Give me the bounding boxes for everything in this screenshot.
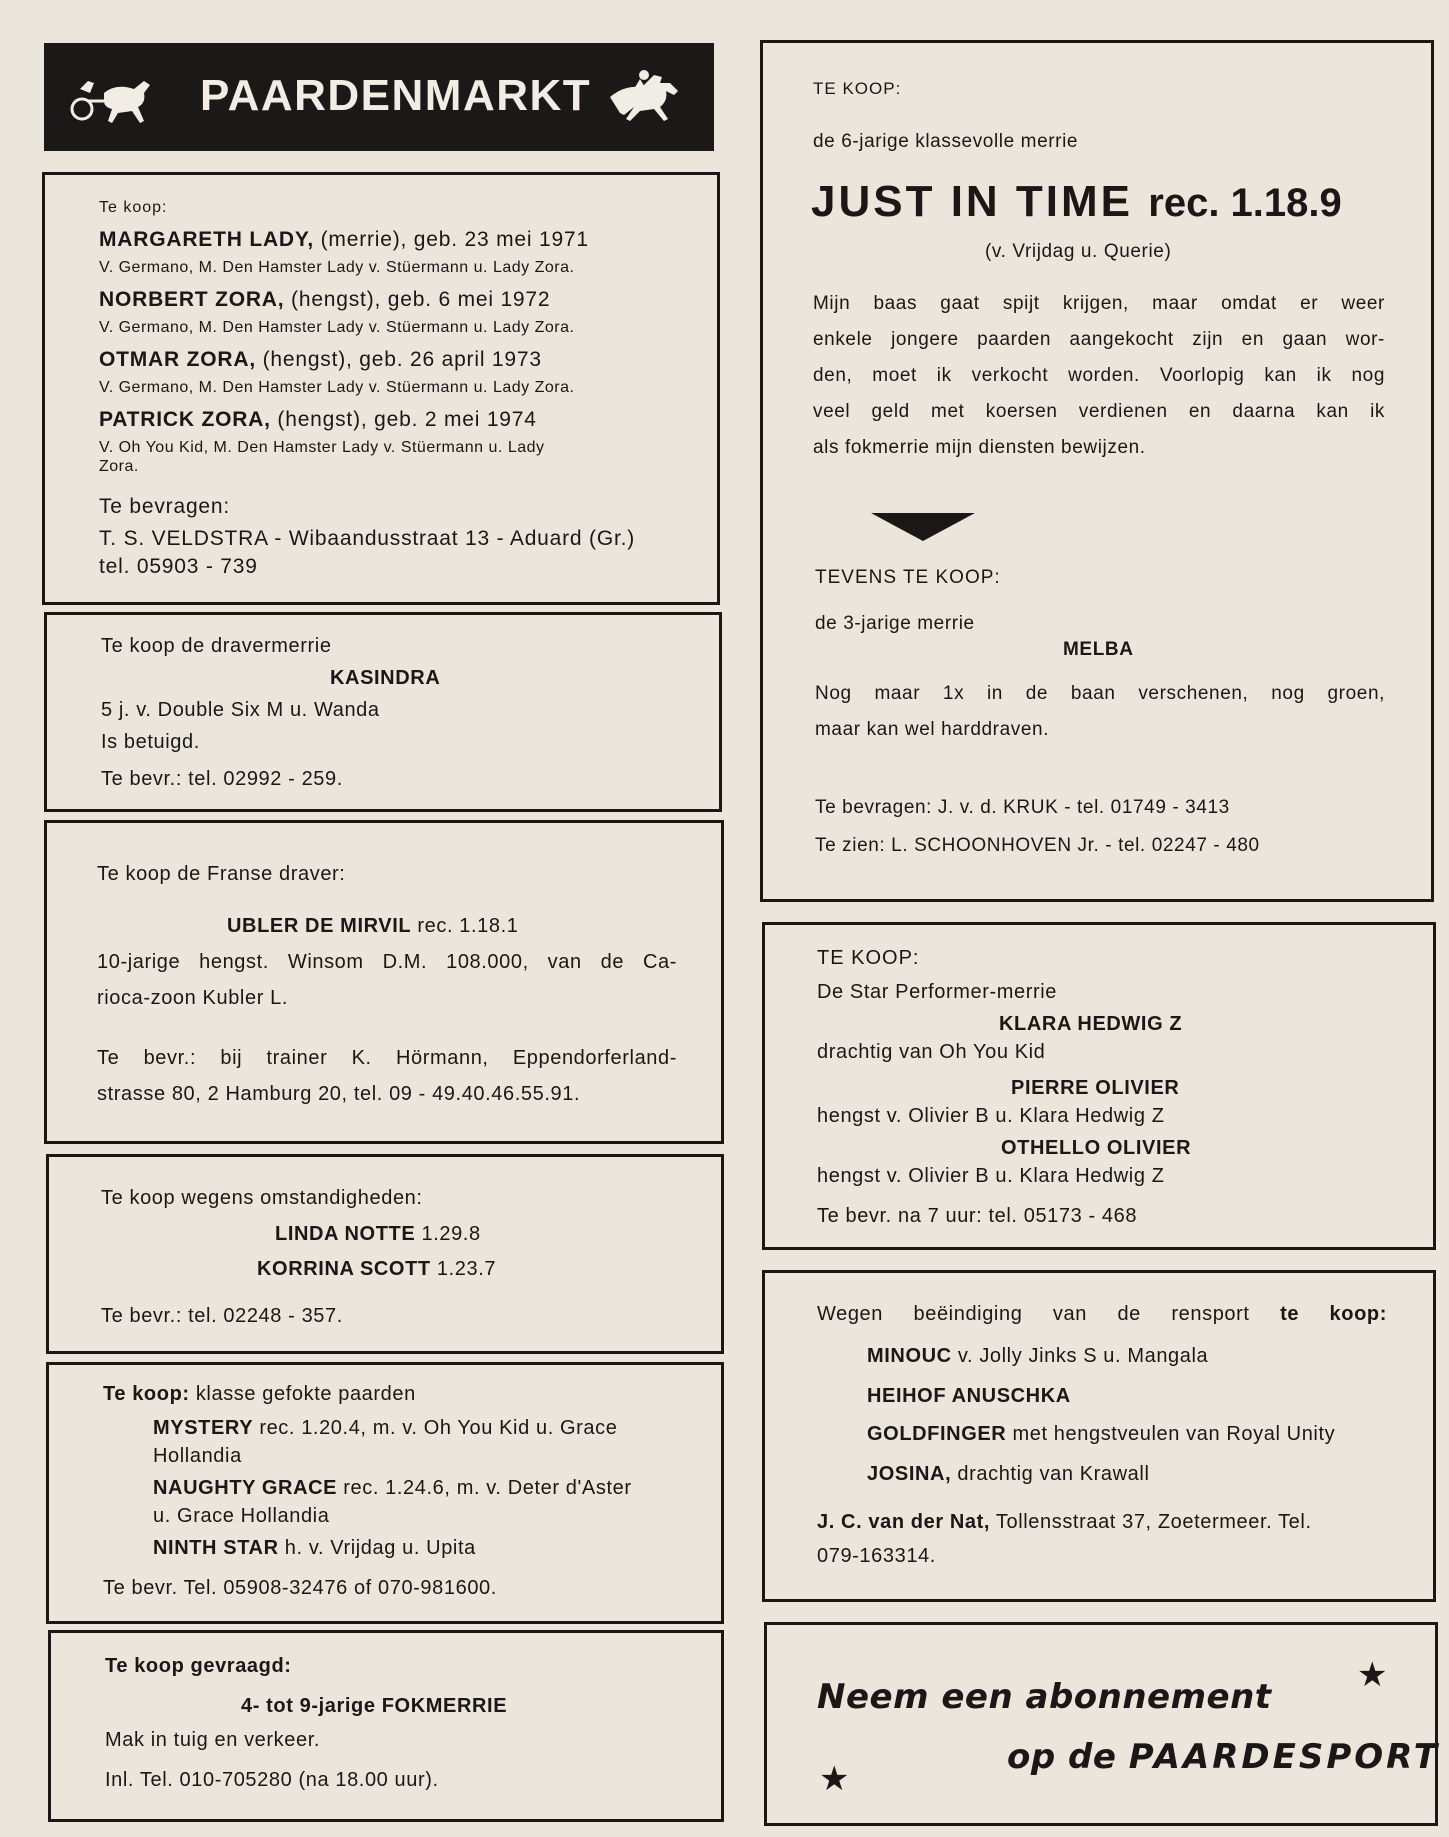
section-header: [44, 43, 714, 151]
ad-heading: Te koop gevraagd:: [105, 1655, 292, 1677]
horse-pedigree-continued: Zora.: [99, 458, 139, 475]
horse-info: (hengst), geb. 26 april 1973: [262, 348, 542, 371]
harness-racer-icon: [70, 71, 162, 123]
promo-brand: PAARDESPORT: [1128, 1737, 1440, 1777]
horse-pedigree: V. Germano, M. Den Hamster Lady v. Stüermann u. Lady Zora.: [99, 379, 575, 396]
star-icon: ★: [819, 1760, 850, 1798]
horse-pedigree: V. Oh You Kid, M. Den Hamster Lady v. Stüermann u. Lady: [99, 439, 545, 456]
star-icon: ★: [1357, 1656, 1388, 1694]
horse-name: MYSTERY: [153, 1417, 254, 1439]
also-description-continued: maar kan wel harddraven.: [815, 719, 1050, 740]
horse-pedigree: V. Germano, M. Den Hamster Lady v. Stüermann u. Lady Zora.: [99, 319, 575, 336]
horse-info-continued: u. Grace Hollandia: [153, 1505, 330, 1527]
horse-info: hengst v. Olivier B u. Klara Hedwig Z: [817, 1105, 1165, 1127]
wanted-requirement: Mak in tuig en verkeer.: [105, 1729, 321, 1751]
story-line: den, moet ik verkocht worden. Voorlopig kan ik nog: [813, 365, 1385, 386]
horse-name: NINTH STAR: [153, 1537, 279, 1559]
horse-info: met hengstveulen van Royal Unity: [1012, 1423, 1336, 1445]
wanted-horse: 4- tot 9-jarige FOKMERRIE: [241, 1695, 508, 1717]
horse-name: KORRINA SCOTT: [257, 1258, 431, 1280]
horse-name: PIERRE OLIVIER: [1011, 1077, 1180, 1099]
contact-phone: 079-163314.: [817, 1545, 936, 1567]
ad-heading: Te koop:: [103, 1383, 190, 1405]
horse-name: LINDA NOTTE: [275, 1223, 416, 1245]
horse-description: 10-jarige hengst. Winsom D.M. 108.000, van de Ca-: [97, 951, 677, 973]
contact-ask: Te bevragen: J. v. d. KRUK - tel. 01749 - 3413: [815, 797, 1230, 818]
horse-info-continued: Hollandia: [153, 1445, 242, 1467]
also-heading: TEVENS TE KOOP:: [815, 567, 1001, 588]
contact-address: T. S. VELDSTRA - Wibaandusstraat 13 - Aduard (Gr.): [99, 527, 636, 550]
contact-phone: tel. 05903 - 739: [99, 555, 258, 578]
ad-zora-horses: [42, 172, 720, 605]
ad-fokmerrie-wanted: [48, 1630, 724, 1822]
story-line: Mijn baas gaat spijt krijgen, maar omdat er weer: [813, 293, 1385, 314]
horse-record: rec. 1.18.1: [417, 915, 519, 937]
jockey-galloping-icon: [604, 67, 684, 123]
horse-info: drachtig van Oh You Kid: [817, 1041, 1046, 1063]
horse-name: JOSINA,: [867, 1463, 952, 1485]
horse-info: h. v. Vrijdag u. Upita: [284, 1537, 476, 1559]
arrow-down-icon: [871, 513, 975, 543]
horse-info: (merrie), geb. 23 mei 1971: [320, 228, 589, 251]
page-title: PAARDENMARKT: [200, 71, 592, 120]
ad-intro: Te koop de dravermerrie: [101, 635, 332, 657]
contact-address: strasse 80, 2 Hamburg 20, tel. 09 - 49.40.46.55.91.: [97, 1083, 581, 1105]
contact-see: Te zien: L. SCHOONHOVEN Jr. - tel. 02247 - 480: [815, 835, 1260, 856]
ad-intro: klasse gefokte paarden: [195, 1383, 416, 1405]
horse-description-continued: rioca-zoon Kubler L.: [97, 987, 288, 1009]
ad-linda-korrina: [46, 1154, 724, 1354]
promo-line-2: op de: [1007, 1737, 1117, 1777]
horse-name: KASINDRA: [330, 667, 441, 689]
contact-phone: Te bevr. na 7 uur: tel. 05173 - 468: [817, 1205, 1138, 1227]
contact-trainer: Te bevr.: bij trainer K. Hörmann, Eppendorferland-: [97, 1047, 677, 1069]
horse-info: rec. 1.24.6, m. v. Deter d'Aster: [343, 1477, 632, 1499]
horse-name: PATRICK ZORA,: [99, 408, 271, 431]
horse-name: MELBA: [1063, 639, 1134, 660]
horse-name: OTMAR ZORA,: [99, 348, 256, 371]
ad-intro: de 6-jarige klassevolle merrie: [813, 131, 1079, 152]
horse-name: NAUGHTY GRACE: [153, 1477, 338, 1499]
ad-heading: te koop:: [1280, 1303, 1387, 1325]
horse-info: (hengst), geb. 6 mei 1972: [291, 288, 551, 311]
horse-name: JUST IN TIME: [811, 177, 1134, 226]
ad-klara-hedwig: [762, 922, 1436, 1250]
ad-just-in-time: [760, 40, 1434, 902]
contact-phone: Te bevr.: tel. 02992 - 259.: [101, 768, 343, 790]
horse-name: GOLDFINGER: [867, 1423, 1007, 1445]
story-line: veel geld met koersen verdienen en daarna kan ik: [813, 401, 1385, 422]
contact-phone: Te bevr.: tel. 02248 - 357.: [101, 1305, 343, 1327]
horse-info: drachtig van Krawall: [957, 1463, 1150, 1485]
ad-intro: Te koop wegens omstandigheden:: [101, 1187, 423, 1209]
contact-address: Tollensstraat 37, Zoetermeer. Tel.: [995, 1511, 1312, 1533]
story-line: als fokmerrie mijn diensten bewijzen.: [813, 437, 1146, 458]
story-line: enkele jongere paarden aangekocht zijn en gaan wor-: [813, 329, 1385, 350]
subscription-promo: [764, 1622, 1438, 1826]
horse-parentage: (v. Vrijdag u. Querie): [985, 241, 1172, 262]
ad-van-der-nat: [762, 1270, 1436, 1602]
horse-record: 1.23.7: [436, 1258, 497, 1280]
horse-pedigree: 5 j. v. Double Six M u. Wanda: [101, 699, 380, 721]
horse-note: Is betuigd.: [101, 731, 200, 753]
horse-info: (hengst), geb. 2 mei 1974: [277, 408, 537, 431]
ad-intro: Wegen beëindiging van de rensport: [817, 1303, 1250, 1325]
ad-klasse-paarden: [46, 1362, 724, 1624]
horse-name: MARGARETH LADY,: [99, 228, 314, 251]
ad-intro: Te koop de Franse draver:: [97, 863, 346, 885]
horse-name: OTHELLO OLIVIER: [1001, 1137, 1192, 1159]
horse-record: 1.29.8: [421, 1223, 481, 1245]
ask-label: Te bevragen:: [99, 495, 231, 518]
ad-heading: TE KOOP:: [813, 79, 902, 98]
ad-heading: TE KOOP:: [817, 947, 920, 969]
promo-line-1: Neem een abonnement: [817, 1677, 1272, 1717]
horse-pedigree: V. Germano, M. Den Hamster Lady v. Stüermann u. Lady Zora.: [99, 259, 575, 276]
horse-info: rec. 1.20.4, m. v. Oh You Kid u. Grace: [259, 1417, 618, 1439]
horse-info: v. Jolly Jinks S u. Mangala: [957, 1345, 1209, 1367]
contact-name: J. C. van der Nat,: [817, 1511, 991, 1533]
horse-name: NORBERT ZORA,: [99, 288, 285, 311]
contact-phone: Te bevr. Tel. 05908-32476 of 070-981600.: [103, 1577, 497, 1599]
also-description: Nog maar 1x in de baan verschenen, nog groen,: [815, 683, 1385, 704]
ad-kasindra: [44, 612, 722, 812]
ad-intro: De Star Performer-merrie: [817, 981, 1057, 1003]
ad-heading: Te koop:: [99, 199, 168, 216]
ad-ubler-de-mirvil: [44, 820, 724, 1144]
horse-name: HEIHOF ANUSCHKA: [867, 1385, 1071, 1407]
horse-name: KLARA HEDWIG Z: [999, 1013, 1183, 1035]
horse-info: hengst v. Olivier B u. Klara Hedwig Z: [817, 1165, 1165, 1187]
horse-name: UBLER DE MIRVIL: [227, 915, 412, 937]
horse-record: rec. 1.18.9: [1148, 181, 1342, 225]
also-intro: de 3-jarige merrie: [815, 613, 975, 634]
contact-phone: Inl. Tel. 010-705280 (na 18.00 uur).: [105, 1769, 439, 1791]
horse-name: MINOUC: [867, 1345, 952, 1367]
